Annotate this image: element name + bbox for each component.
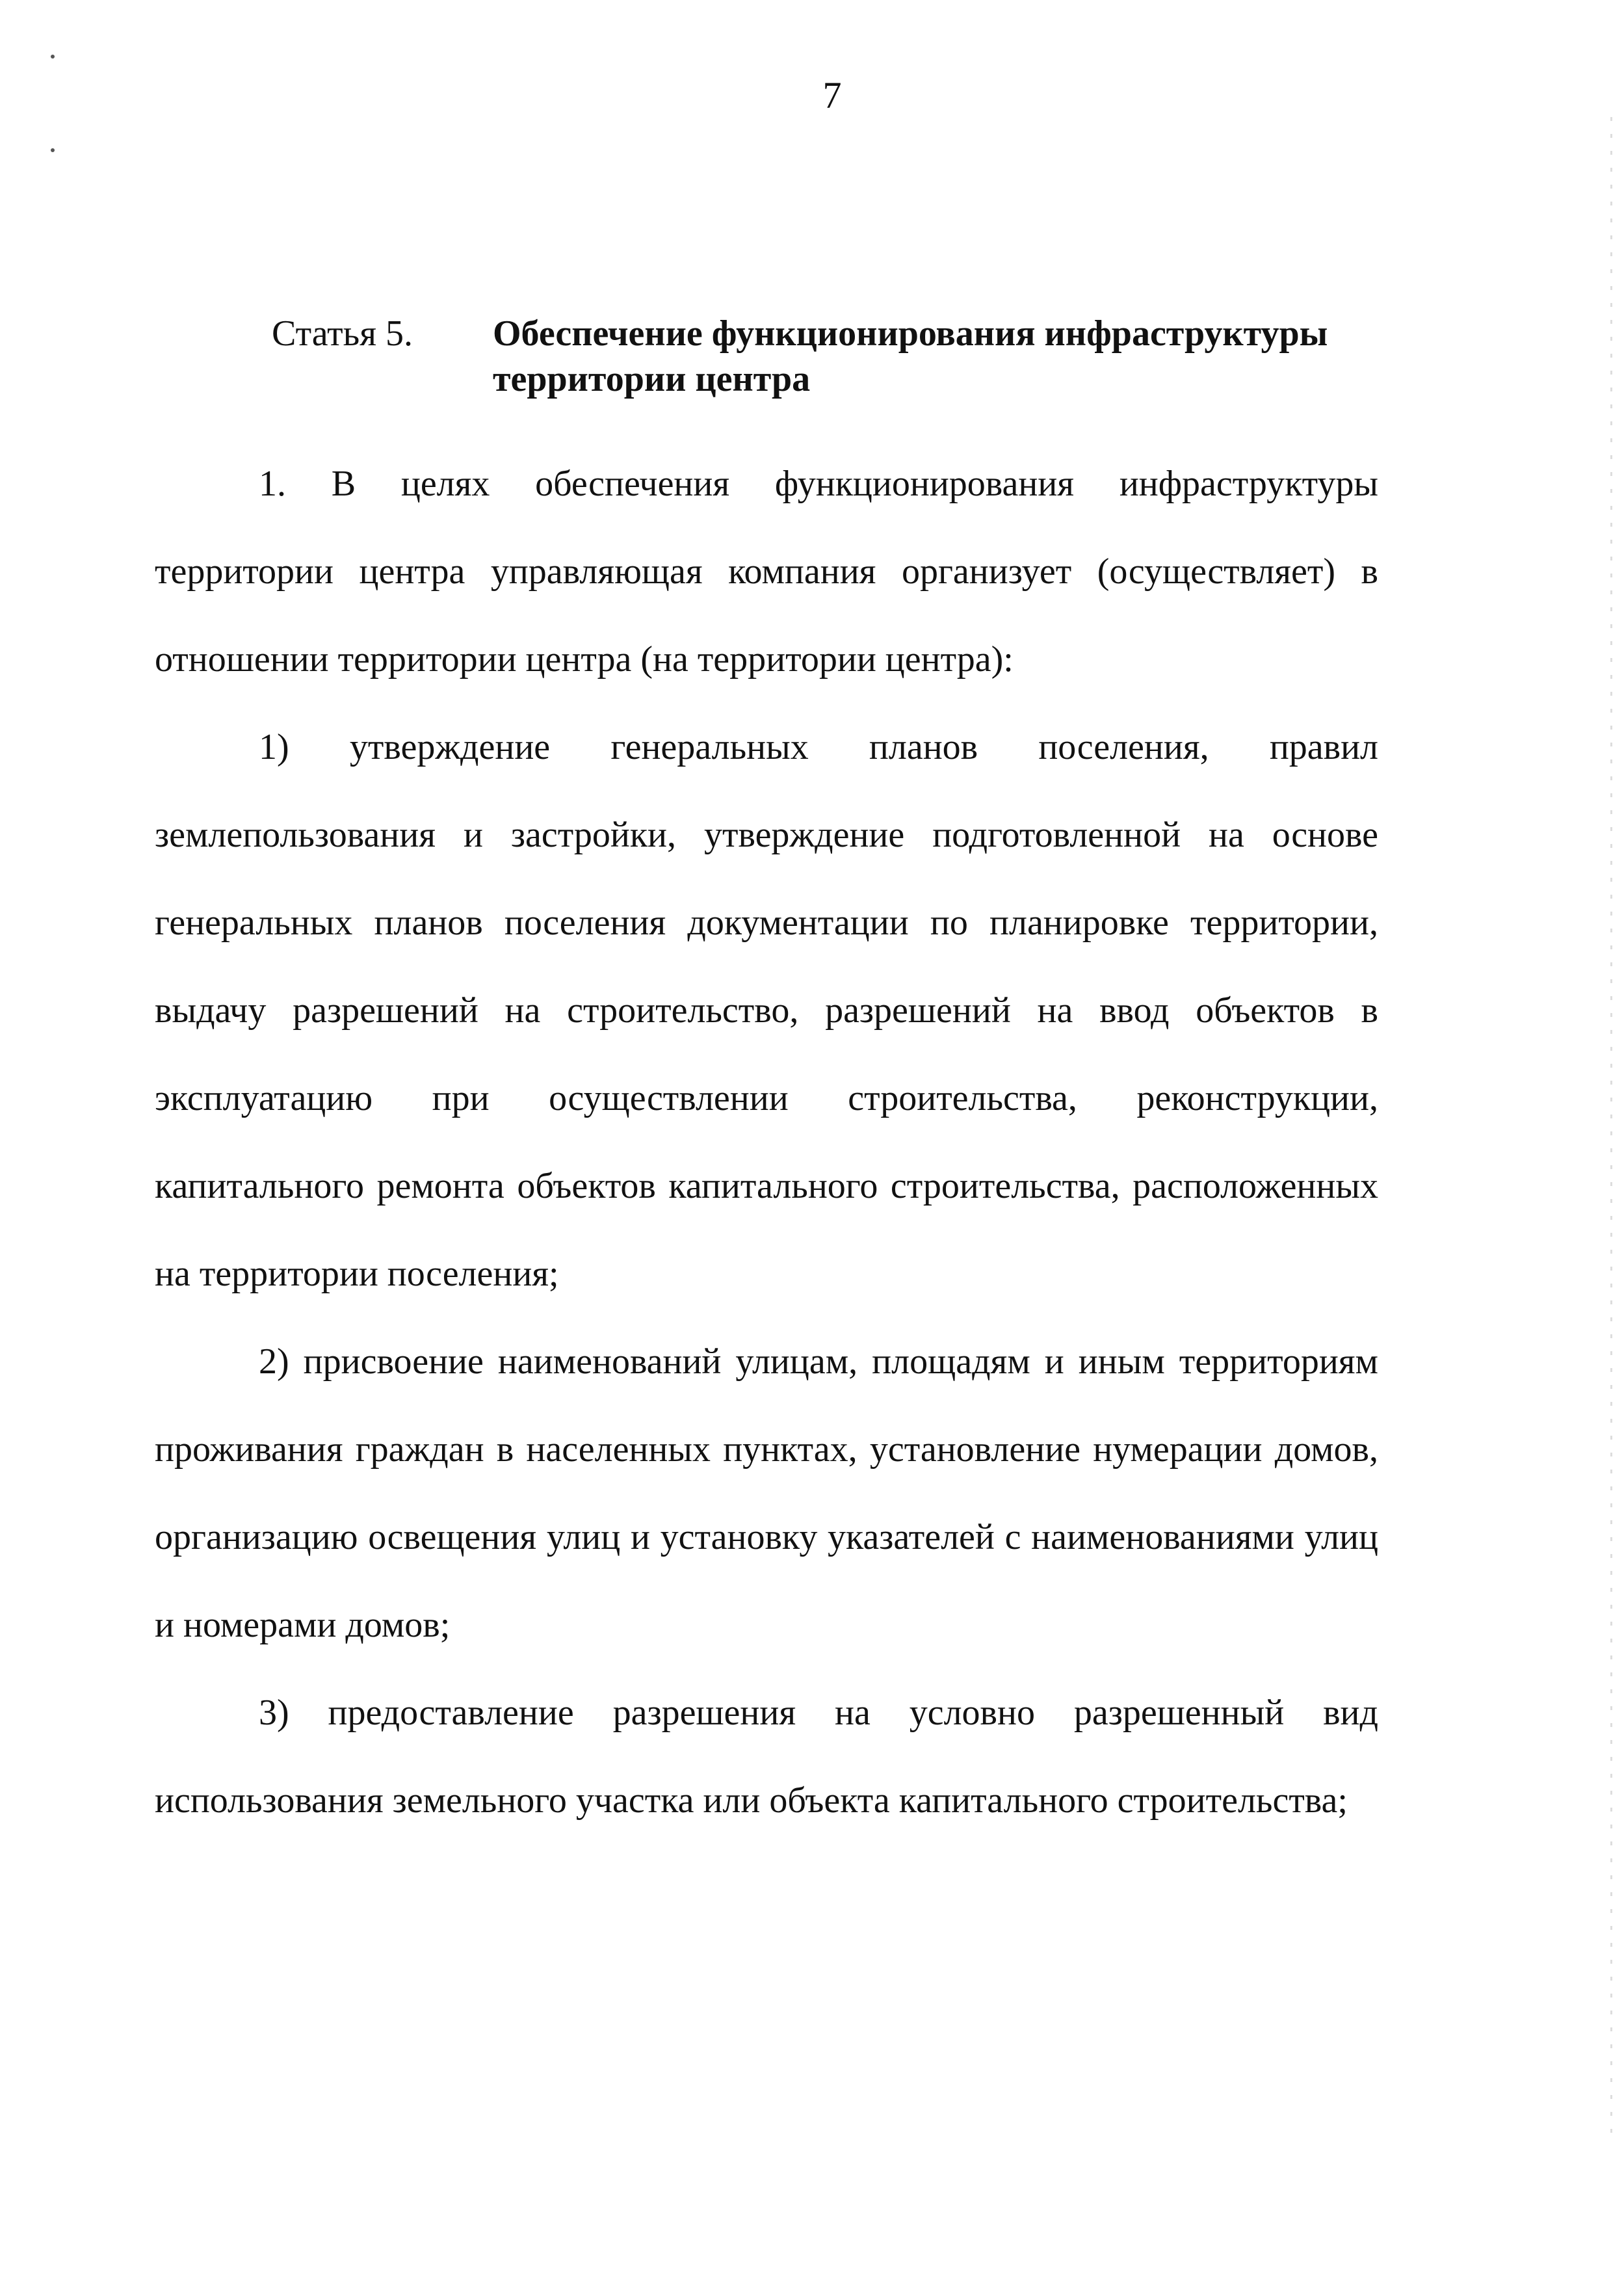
scan-dot-artifact [51, 148, 55, 152]
list-item-1: 1) утверждение генеральных планов поселения, правил землепользования и застройки, утверждение подготовленной на основе генеральных планов поселения документации по планировке территории, выдачу разрешений на строительство, разрешений на ввод объектов в эксплуатацию при осуществлении строительства, реконструкции, капитального ремонта объектов капитального строительства, расположенных на территории поселения; [155, 727, 1378, 1294]
article-title: Обеспечение функционирования инфраструктуры территории центра [493, 313, 1328, 399]
page-number: 7 [822, 74, 842, 116]
list-item-2: 2) присвоение наименований улицам, площадям и иным территориям проживания граждан в населенных пунктах, установление нумерации домов, организацию освещения улиц и установку указателей с наименованиями улиц и номерами домов; [155, 1341, 1378, 1645]
article-body [155, 440, 1378, 1845]
list-item-3: 3) предоставление разрешения на условно разрешенный вид использования земельного участка или объекта капитального строительства; [155, 1693, 1378, 1821]
scan-dot-artifact [51, 55, 55, 59]
article-label: Статья 5. [272, 313, 413, 354]
scan-edge-artifact [1610, 117, 1612, 2133]
paragraph-intro: 1. В целях обеспечения функционирования инфраструктуры территории центра управляющая компания организует (осуществляет) в отношении территории центра (на территории центра): [155, 464, 1378, 679]
